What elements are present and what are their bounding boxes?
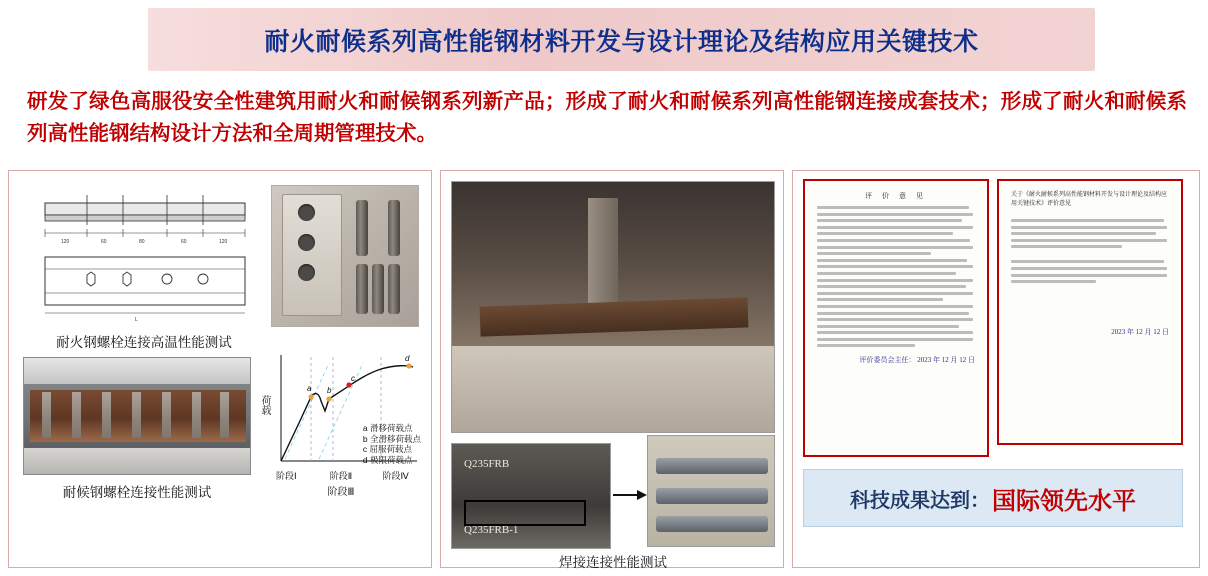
bolt-rod <box>372 264 384 314</box>
specimen-label-mid: Q235FRB-1 <box>464 524 519 536</box>
weld-bead <box>656 458 768 474</box>
specimen-strip <box>102 392 111 438</box>
svg-text:d: d <box>405 354 410 363</box>
svg-text:c: c <box>351 374 355 383</box>
drawing-svg <box>27 185 263 325</box>
specimen-strip <box>220 392 229 438</box>
caption-weather-bolt: 耐候钢螺栓连接性能测试 <box>62 485 212 500</box>
weld-closeup-photo <box>647 435 775 547</box>
bolt-rod <box>356 200 368 256</box>
chart-phase-row <box>259 469 423 482</box>
weld-bead <box>656 516 768 532</box>
doc-left-heading: 评 价 意 见 <box>865 193 927 200</box>
svg-text:120: 120 <box>61 239 70 245</box>
specimen-strip <box>192 392 201 438</box>
legend-item: b 全滑移荷载点 <box>362 433 421 444</box>
chart-phase-2: 阶段Ⅱ <box>329 471 353 481</box>
bolt-specimen-photo <box>271 185 419 327</box>
chart-x-axis-label: 阶段Ⅲ <box>327 487 355 498</box>
load-displacement-chart <box>259 349 423 498</box>
chart-phase-4: 阶段Ⅳ <box>382 471 409 481</box>
caption-weld: 焊接连接性能测试 <box>559 555 667 570</box>
bolt-rod <box>388 200 400 256</box>
photo-floor <box>24 448 250 474</box>
chart-y-axis-label: 荷载 <box>259 395 270 415</box>
chart-legend <box>363 423 421 465</box>
pit-wall <box>452 346 774 432</box>
specimen-label-top: Q235FRB <box>464 458 510 470</box>
bolt-hole <box>298 204 315 221</box>
specimen-strip <box>42 392 51 438</box>
pit-beam <box>480 297 749 336</box>
svg-text:80: 80 <box>139 239 145 245</box>
legend-item: a 滑移荷载点 <box>362 423 413 433</box>
corrosion-pit-photo <box>451 181 775 433</box>
bolt-hole <box>298 234 315 251</box>
chart-phase-1: 阶段Ⅰ <box>276 471 297 481</box>
pit-column <box>588 198 618 318</box>
weathering-bolt-photo <box>23 357 251 475</box>
panel-weld-tests <box>440 170 784 568</box>
summary-paragraph: 研发了绿色高服役安全性建筑用耐火和耐候钢系列新产品；形成了耐火和耐候系列高性能钢连接成套技术；形成了耐火和耐候系列高性能钢结构设计方法和全周期管理技术。 <box>27 90 1187 145</box>
weld-bead <box>656 488 768 504</box>
arrow-icon <box>613 489 647 501</box>
specimen-strip <box>132 392 141 438</box>
achievement-label: 科技成果达到： <box>850 489 990 512</box>
bolt-connection-drawing <box>27 185 263 325</box>
svg-text:L: L <box>135 317 138 323</box>
panel-connection-tests <box>8 170 432 568</box>
specimen-strip <box>72 392 81 438</box>
photo-background-top <box>24 358 250 384</box>
weld-specimen-photo <box>451 443 611 549</box>
legend-item: d 极限荷载点 <box>362 454 413 465</box>
title-banner <box>148 8 1095 71</box>
page-title: 耐火耐候系列高性能钢材料开发与设计理论及结构应用关键技术 <box>264 27 979 56</box>
evaluation-document-right <box>997 179 1183 445</box>
bolt-rod <box>356 264 368 314</box>
doc-right-signature: 2023 年 12 月 12 日 <box>1111 328 1169 337</box>
caption-fire-bolt: 耐火钢螺栓连接高温性能测试 <box>56 335 232 350</box>
evaluation-document-left <box>803 179 989 457</box>
achievement-banner <box>803 469 1183 527</box>
panel-evaluation <box>792 170 1200 568</box>
specimen-highlight-box <box>464 500 586 526</box>
svg-text:60: 60 <box>181 239 187 245</box>
achievement-value: 国际领先水平 <box>992 487 1136 515</box>
legend-item: c 屈服荷载点 <box>362 444 413 454</box>
doc-right-heading: 关于《耐火耐候系列高性能钢材料开发与设计理论及结构应用关键技术》评价意见 <box>1011 192 1168 207</box>
doc-left-signature: 评价委员会主任： 2023 年 12 月 12 日 <box>859 356 975 365</box>
svg-text:120: 120 <box>219 239 228 245</box>
specimen-strip <box>162 392 171 438</box>
bolt-rod <box>388 264 400 314</box>
svg-text:b: b <box>327 386 332 395</box>
svg-text:60: 60 <box>101 239 107 245</box>
bolt-hole <box>298 264 315 281</box>
svg-text:a: a <box>307 384 312 393</box>
